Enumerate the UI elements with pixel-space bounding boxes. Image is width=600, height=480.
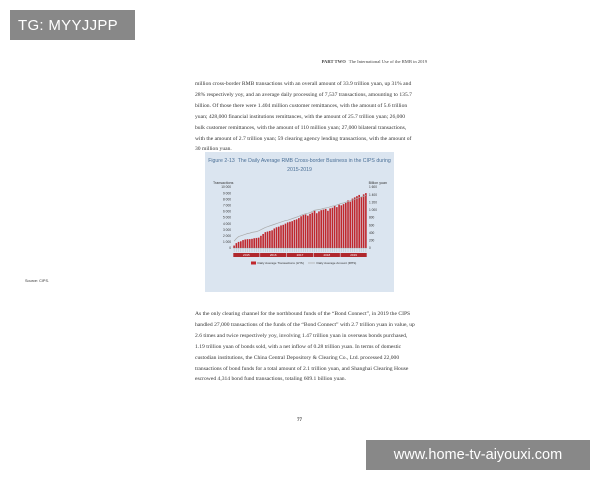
transaction-bar xyxy=(358,195,360,248)
transaction-bar xyxy=(296,219,298,248)
right-tick-label: 0 xyxy=(369,246,371,251)
right-tick-label: 1 200 xyxy=(369,200,377,205)
legend-line-label: Daily Average Amount (RHS) xyxy=(316,261,357,265)
year-label: 2016 xyxy=(269,253,277,258)
left-tick-label: 1 000 xyxy=(223,240,231,245)
right-tick-label: 400 xyxy=(369,230,375,235)
transaction-bar xyxy=(343,204,345,248)
transaction-bar xyxy=(329,208,331,248)
transaction-bar xyxy=(298,218,300,248)
left-tick-label: 10 000 xyxy=(221,185,231,190)
running-head-title: The International Use of the RMB in 2019 xyxy=(348,59,427,64)
transaction-bar xyxy=(253,238,255,248)
transaction-bar xyxy=(305,214,307,248)
transaction-bar xyxy=(363,194,365,248)
left-tick-label: 6 000 xyxy=(223,209,231,214)
year-label: 2019 xyxy=(350,253,357,258)
transaction-bar xyxy=(327,211,329,248)
figure-label: Figure 2-13 xyxy=(208,158,235,164)
left-tick-label: 0 xyxy=(229,246,231,251)
page-number: 77 xyxy=(297,418,302,423)
legend-bars-swatch xyxy=(251,262,256,265)
transaction-bar xyxy=(282,225,284,248)
running-head xyxy=(322,59,427,64)
figure-title-line1: The Daily Average RMB Cross-border Business in the CIPS during xyxy=(237,158,391,164)
transaction-bar xyxy=(314,211,316,248)
transaction-bar xyxy=(320,210,322,248)
transaction-bar xyxy=(354,197,356,248)
transaction-bar xyxy=(276,227,278,248)
transaction-bar xyxy=(285,224,287,248)
right-tick-label: 600 xyxy=(369,223,375,228)
right-tick-label: 1 400 xyxy=(369,192,377,197)
transaction-bar xyxy=(256,238,258,248)
transaction-bar xyxy=(265,232,267,248)
transaction-bar xyxy=(294,220,296,248)
right-tick-label: 1 600 xyxy=(369,185,377,190)
transaction-bar xyxy=(365,193,367,248)
figure-panel xyxy=(205,152,394,292)
transaction-bar xyxy=(318,211,320,248)
transaction-bar xyxy=(323,210,325,248)
transaction-bar xyxy=(233,246,235,248)
transaction-bar xyxy=(336,207,338,248)
transaction-bar xyxy=(349,202,351,248)
left-tick-label: 3 000 xyxy=(223,227,231,232)
left-tick-label: 8 000 xyxy=(223,197,231,202)
left-tick-label: 4 000 xyxy=(223,221,231,226)
year-label: 2018 xyxy=(323,253,331,258)
transaction-bar xyxy=(291,221,293,248)
legend-bars-label: Daily Average Transactions (LHS) xyxy=(257,261,304,265)
transaction-bar xyxy=(274,228,276,248)
left-tick-label: 2 000 xyxy=(223,234,231,238)
transaction-bar xyxy=(307,216,309,248)
transaction-bar xyxy=(258,238,260,248)
transaction-bar xyxy=(316,213,318,248)
right-tick-label: 200 xyxy=(369,238,375,243)
transaction-bar xyxy=(251,239,253,248)
transaction-bar xyxy=(289,222,291,248)
transaction-bar xyxy=(338,205,340,248)
right-tick-label: 1 000 xyxy=(369,208,377,213)
year-label: 2017 xyxy=(296,253,304,258)
transaction-bar xyxy=(334,206,336,248)
transaction-bar xyxy=(287,222,289,248)
transaction-bar xyxy=(240,241,242,248)
transaction-bar xyxy=(341,205,343,248)
paragraph-first: million cross-border RMB transactions with an overall amount of 33.9 trillion yuan, up 31% and 28% respectively yoy, and an average daily processing of 7,537 transactions, amounting to 135.7 billion. Of those there were 1.404 million customer remittances, with the amount of 5.6 trillion yuan; 428,000 financial institutions remittances, with the amount of 25.7 trillion yuan; 26,000 bulk customer remittances, with the amount of 110 million yuan; 27,000 bilateral transactions, with the amount of 2.7 trillion yuan; 59 clearing agency lending transactions, with the amount of 30 million yuan. xyxy=(195,81,412,153)
left-tick-label: 7 000 xyxy=(223,203,231,208)
transaction-bar xyxy=(352,199,354,248)
transaction-bar xyxy=(280,225,282,248)
figure-title xyxy=(205,157,394,174)
transaction-bar xyxy=(236,243,238,248)
chart xyxy=(211,180,388,275)
transaction-bar xyxy=(242,240,244,248)
transaction-bar xyxy=(249,239,251,248)
running-head-part: PART TWO xyxy=(321,59,346,64)
right-axis-label: Billion yuan xyxy=(368,181,387,185)
transaction-bar xyxy=(311,213,313,248)
right-tick-label: 800 xyxy=(369,215,375,220)
transaction-bar xyxy=(278,227,280,248)
transaction-bar xyxy=(356,196,358,248)
left-tick-label: 9 000 xyxy=(223,191,231,196)
watermark-bottom-right: www.home-tv-aiyouxi.com xyxy=(366,440,590,470)
transaction-bar xyxy=(244,239,246,248)
watermark-top-left: TG: MYYJJPP xyxy=(10,10,135,40)
transaction-bar xyxy=(325,209,327,248)
transaction-bar xyxy=(361,197,363,248)
left-tick-label: 5 000 xyxy=(223,215,231,220)
transaction-bar xyxy=(332,208,334,248)
transaction-bar xyxy=(238,242,240,248)
paragraph-second: As the only clearing channel for the northbound funds of the “Bond Connect”, in 2019 the CIPS handled 27,000 transactions of the funds of the “Bond Connect” with 2.7 trillion yuan in value, up 2.6 times and twice respectively yoy, involving 1.47 trillion yuan in overseas bonds purchased, 1.19 trillion yuan of bonds sold, with a net inflow of 0.28 trillion yuan. In terms of domestic custodian institutions, the China Central Depository & Clearing Co., Ltd. processed 22,000 transactions of bond funds for a total amount of 2.1 trillion yuan, and Shanghai Clearing House escrowed 4,314 bond fund transactions, totaling 609.1 billion yuan. xyxy=(195,311,415,383)
figure-title-line2: 2015-2019 xyxy=(287,166,312,173)
transaction-bar xyxy=(347,200,349,248)
year-label: 2015 xyxy=(243,253,250,258)
transaction-bar xyxy=(300,216,302,248)
transaction-bar xyxy=(269,231,271,248)
transaction-bar xyxy=(247,239,249,248)
transaction-bar xyxy=(271,230,273,248)
transaction-bar xyxy=(309,214,311,248)
figure-source: Source: CIPS. xyxy=(25,279,50,283)
transaction-bar xyxy=(345,203,347,248)
transaction-bar xyxy=(303,215,305,248)
transaction-bar xyxy=(267,232,269,248)
left-axis-label: Transactions xyxy=(213,181,234,185)
transaction-bar xyxy=(262,234,264,248)
transaction-bar xyxy=(260,236,262,248)
